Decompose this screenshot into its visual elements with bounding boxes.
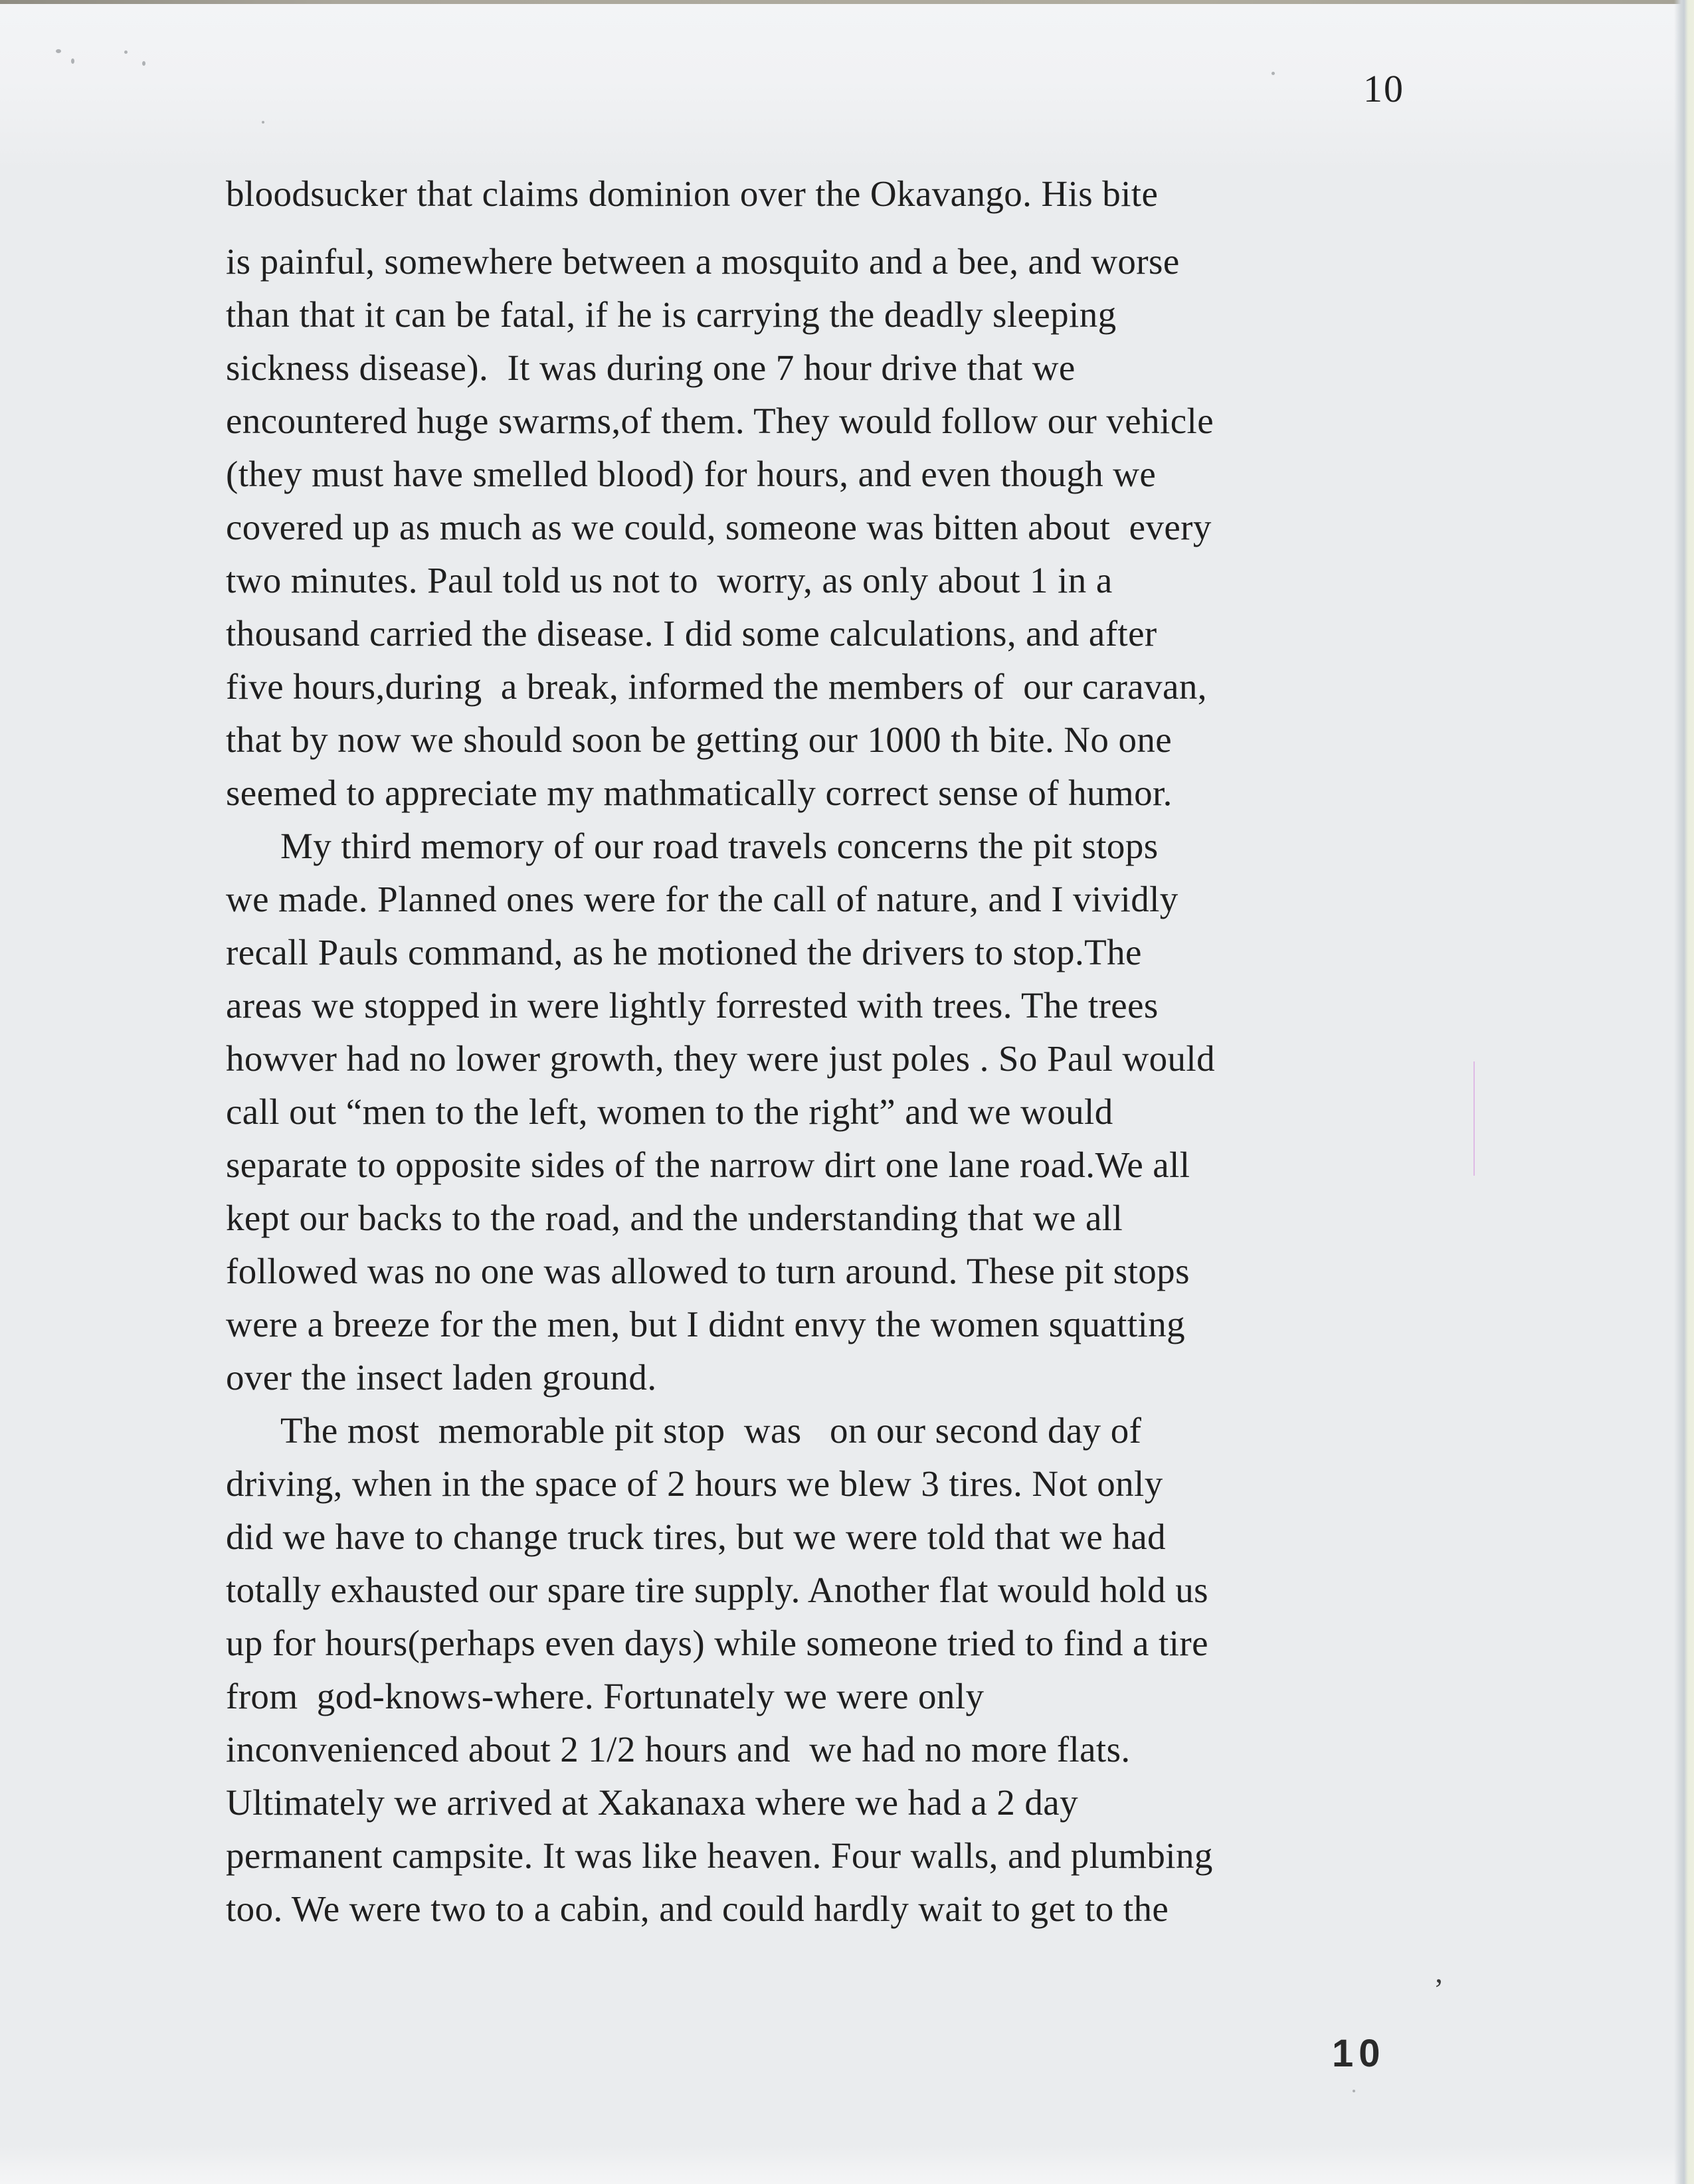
text-line-9: thousand carried the disease. I did some calculations, and after (226, 613, 1157, 654)
text-line-12: seemed to appreciate my mathmatically correct sense of humor. (226, 773, 1173, 813)
scan-edge-right (1674, 0, 1694, 2184)
text-line-27: totally exhausted our spare tire supply. Another flat would hold us (226, 1570, 1208, 1610)
text-line-7: covered up as much as we could, someone was bitten about every (226, 507, 1212, 547)
text-line-21: followed was no one was allowed to turn around. These pit stops (226, 1251, 1190, 1291)
body-text (226, 167, 1435, 1936)
text-line-26: did we have to change truck tires, but we were told that we had (226, 1516, 1166, 1557)
text-line-22: were a breeze for the men, but I didnt envy the women squatting (226, 1304, 1186, 1344)
text-line-6: (they must have smelled blood) for hours, and even though we (226, 454, 1157, 494)
text-line-11: that by now we should soon be getting our 1000 th bite. No one (226, 719, 1173, 760)
text-line-1: bloodsucker that claims dominion over the Okavango. His bite (226, 173, 1159, 214)
dust-speck (1353, 2090, 1355, 2092)
text-line-5: encountered huge swarms,of them. They would follow our vehicle (226, 401, 1214, 441)
text-line-19: separate to opposite sides of the narrow dirt one lane road.We all (226, 1144, 1190, 1185)
partial-page-number-text: 10 (1332, 2032, 1386, 2075)
text-line-23: over the insect laden ground. (226, 1357, 657, 1398)
text-line-10: five hours,during a break, informed the members of our caravan, (226, 666, 1207, 707)
dust-speck (1271, 72, 1275, 75)
text-line-3: than that it can be fatal, if he is carrying the deadly sleeping (226, 294, 1117, 335)
text-line-20: kept our backs to the road, and the understanding that we all (226, 1198, 1123, 1238)
text-line-33: too. We were two to a cabin, and could hardly wait to get to the (226, 1888, 1169, 1929)
dust-speck (71, 58, 74, 64)
text-line-16: areas we stopped in were lightly forrested with trees. The trees (226, 985, 1159, 1026)
dust-speck (56, 49, 61, 53)
text-line-14: we made. Planned ones were for the call of nature, and I vividly (226, 879, 1178, 919)
dust-speck (262, 121, 264, 124)
text-line-17: howver had no lower growth, they were just poles . So Paul would (226, 1038, 1215, 1079)
text-line-18: call out “men to the left, women to the right” and we would (226, 1091, 1113, 1132)
dust-speck (142, 61, 145, 66)
scan-edge-top (0, 0, 1694, 4)
page-number: 10 (1363, 67, 1404, 110)
text-line-2: is painful, somewhere between a mosquito and a bee, and worse (226, 241, 1180, 282)
text-line-13: My third memory of our road travels concerns the pit stops (280, 826, 1159, 866)
text-line-32: permanent campsite. It was like heaven. Four walls, and plumbing (226, 1835, 1213, 1876)
text-line-29: from god-knows-where. Fortunately we were only (226, 1676, 985, 1716)
scan-artifact-line (1473, 1061, 1475, 1176)
partial-page-number-bottom (1332, 2031, 1418, 2075)
text-line-24: The most memorable pit stop was on our second day of (280, 1410, 1142, 1451)
stray-apostrophe-mark: ’ (1434, 1972, 1444, 2006)
text-line-8: two minutes. Paul told us not to worry, as only about 1 in a (226, 560, 1113, 600)
text-line-28: up for hours(perhaps even days) while someone tried to find a tire (226, 1623, 1208, 1663)
text-line-15: recall Pauls command, as he motioned the drivers to stop.The (226, 932, 1142, 972)
dust-speck (124, 50, 128, 54)
text-line-31: Ultimately we arrived at Xakanaxa where we had a 2 day (226, 1782, 1078, 1823)
text-line-30: inconvenienced about 2 1/2 hours and we had no more flats. (226, 1729, 1131, 1770)
text-line-25: driving, when in the space of 2 hours we blew 3 tires. Not only (226, 1463, 1163, 1504)
text-line-4: sickness disease). It was during one 7 hour drive that we (226, 347, 1076, 388)
